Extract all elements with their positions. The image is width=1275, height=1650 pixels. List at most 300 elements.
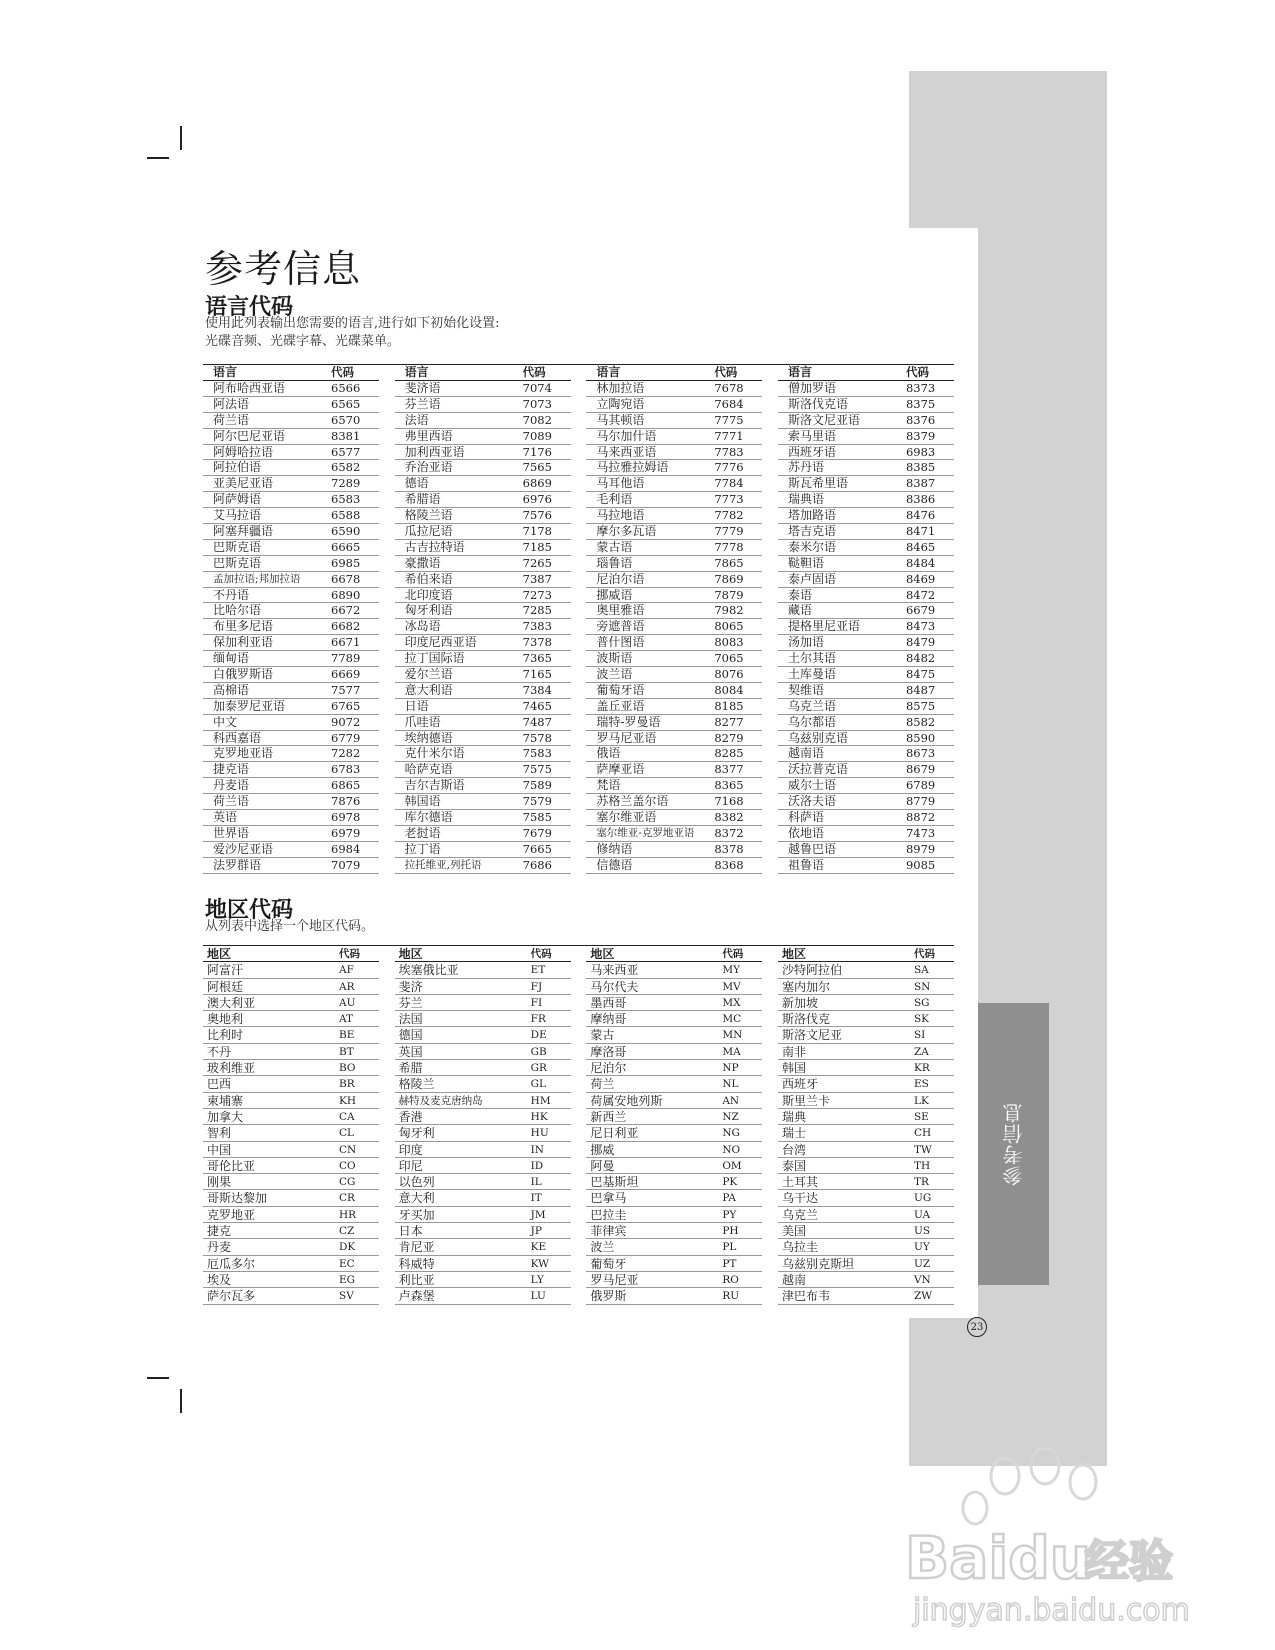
region-row — [203, 962, 379, 978]
language-code: 8487 — [905, 682, 936, 697]
language-name: 克罗地亚语 — [213, 746, 274, 761]
language-code: 7876 — [331, 794, 361, 809]
region-row — [395, 1093, 571, 1109]
column-header-code: 代码 — [339, 948, 360, 960]
region-column — [586, 946, 762, 1305]
language-name: 蒙古语 — [596, 539, 633, 554]
language-name: 丹麦语 — [213, 778, 250, 793]
language-code: 6779 — [331, 730, 361, 745]
table-header-row — [778, 946, 954, 962]
language-name: 科西嘉语 — [213, 730, 262, 745]
language-row — [778, 540, 954, 556]
region-code: SN — [913, 980, 931, 993]
region-code: CN — [339, 1143, 357, 1156]
language-row — [586, 842, 762, 858]
language-code: 7686 — [522, 857, 552, 872]
language-name: 波斯语 — [596, 651, 633, 666]
language-code: 6588 — [331, 508, 361, 523]
language-name: 孟加拉语;邦加拉语 — [213, 572, 301, 585]
language-name: 英语 — [213, 810, 238, 825]
region-name: 以色列 — [398, 1175, 435, 1190]
language-code: 6682 — [331, 619, 361, 634]
table-header-row — [203, 365, 379, 381]
column-header-code: 代码 — [913, 948, 935, 960]
language-row — [586, 699, 762, 715]
language-name: 沃洛夫语 — [787, 794, 836, 809]
language-code: 8368 — [714, 857, 744, 872]
region-code: MA — [722, 1045, 741, 1058]
language-code: 8279 — [714, 730, 744, 745]
language-row — [586, 572, 762, 588]
language-code: 6570 — [331, 412, 361, 427]
column-header-code: 代码 — [722, 948, 744, 960]
region-name: 斐济 — [398, 979, 423, 994]
language-name: 世界语 — [213, 825, 250, 840]
language-code: 8590 — [905, 730, 936, 745]
region-code: CL — [339, 1127, 355, 1140]
language-row — [203, 715, 379, 731]
column-header-code: 代码 — [905, 365, 929, 379]
region-name: 柬埔寨 — [207, 1093, 244, 1108]
region-code: OM — [722, 1159, 742, 1172]
language-code: 6671 — [331, 635, 361, 650]
language-code: 7282 — [331, 746, 361, 761]
language-column — [586, 365, 762, 874]
language-name: 加泰罗尼亚语 — [213, 698, 286, 713]
language-name: 加利西亚语 — [404, 444, 465, 459]
region-code: NL — [722, 1078, 739, 1091]
language-row — [586, 826, 762, 842]
language-code: 6577 — [331, 444, 361, 459]
language-name: 格陵兰语 — [404, 508, 453, 523]
language-name: 契维语 — [787, 682, 824, 697]
region-name: 印度 — [398, 1142, 423, 1157]
region-code: ZW — [913, 1290, 933, 1303]
region-name: 赫特及麦克唐纳岛 — [398, 1094, 483, 1107]
language-code: 8386 — [905, 492, 936, 507]
region-name: 沙特阿拉伯 — [781, 963, 842, 978]
language-code-table — [203, 364, 954, 874]
region-row — [395, 1142, 571, 1158]
language-name: 拉丁语 — [404, 841, 441, 856]
language-row — [203, 381, 379, 397]
language-name: 塞尔维亚语 — [596, 810, 657, 825]
region-code: BT — [339, 1045, 354, 1058]
region-row — [203, 1027, 379, 1043]
language-code: 7869 — [714, 571, 744, 586]
crop-mark — [147, 1377, 169, 1379]
language-code: 7176 — [522, 444, 552, 459]
language-code: 6976 — [522, 492, 552, 507]
column-header-name: 语言 — [213, 365, 238, 379]
region-name: 巴西 — [207, 1077, 232, 1092]
region-name: 埃及 — [207, 1272, 232, 1287]
region-row — [586, 1044, 762, 1060]
language-name: 弗里西语 — [404, 428, 453, 443]
language-code: 7079 — [331, 857, 361, 872]
region-row — [395, 1207, 571, 1223]
region-name: 泰国 — [781, 1158, 806, 1173]
language-name: 旁遮普语 — [596, 619, 645, 634]
region-code: MV — [722, 980, 741, 993]
language-row — [778, 429, 954, 445]
region-code: AU — [339, 996, 356, 1009]
language-code: 8382 — [714, 810, 744, 825]
language-row — [778, 635, 954, 651]
language-name: 乌兹别克语 — [787, 730, 848, 745]
region-code: NZ — [722, 1110, 739, 1123]
region-code-table — [203, 945, 954, 1305]
region-name: 香港 — [398, 1109, 423, 1124]
language-row — [586, 762, 762, 778]
language-row — [778, 651, 954, 667]
language-name: 保加利亚语 — [213, 635, 274, 650]
region-row — [395, 1158, 571, 1174]
language-name: 塔吉克语 — [787, 524, 836, 539]
language-row — [586, 476, 762, 492]
language-code: 7773 — [714, 492, 744, 507]
language-code: 8381 — [331, 428, 361, 443]
language-code: 8377 — [714, 762, 744, 777]
language-code: 8979 — [905, 841, 936, 856]
region-code: TR — [913, 1176, 929, 1189]
region-code: ES — [913, 1078, 929, 1091]
language-column — [395, 365, 571, 874]
language-name: 芬兰语 — [404, 396, 441, 411]
language-code: 8469 — [905, 571, 936, 586]
language-code: 8465 — [905, 539, 936, 554]
language-name: 法语 — [404, 412, 429, 427]
language-row — [395, 762, 571, 778]
region-name: 澳大利亚 — [207, 995, 256, 1010]
region-row — [395, 1272, 571, 1288]
region-row — [586, 1125, 762, 1141]
language-row — [778, 508, 954, 524]
language-row — [395, 476, 571, 492]
language-code: 7879 — [714, 587, 744, 602]
column-header-code: 代码 — [530, 948, 552, 960]
region-name: 斯里兰卡 — [781, 1093, 830, 1108]
region-code: LY — [530, 1273, 544, 1286]
language-code: 7665 — [522, 841, 552, 856]
language-row — [778, 699, 954, 715]
language-code: 7779 — [714, 524, 744, 539]
region-name: 波兰 — [590, 1240, 615, 1255]
language-code: 6789 — [905, 778, 936, 793]
region-row — [203, 1060, 379, 1076]
language-name: 古吉拉特语 — [404, 539, 465, 554]
language-name: 拉托维亚,列托语 — [404, 858, 482, 871]
language-row — [586, 619, 762, 635]
language-row — [203, 619, 379, 635]
crop-mark — [180, 1389, 182, 1413]
language-row — [203, 762, 379, 778]
language-code: 7178 — [522, 524, 552, 539]
language-name: 瓜拉尼语 — [404, 524, 453, 539]
language-code: 7583 — [522, 746, 552, 761]
language-code: 7589 — [522, 778, 552, 793]
language-heading: 语言代码 — [205, 294, 294, 320]
language-code: 8379 — [905, 428, 936, 443]
language-name: 爱尔兰语 — [404, 667, 453, 682]
language-code: 6679 — [905, 603, 936, 618]
language-code: 6672 — [331, 603, 361, 618]
language-row — [778, 683, 954, 699]
region-code: US — [913, 1225, 931, 1238]
language-name: 沃拉普克语 — [787, 762, 848, 777]
region-name: 厄瓜多尔 — [207, 1256, 256, 1271]
region-code: NO — [722, 1143, 741, 1156]
region-row — [586, 1256, 762, 1272]
language-name: 祖鲁语 — [787, 857, 824, 872]
language-row — [203, 588, 379, 604]
region-row — [586, 1093, 762, 1109]
region-row — [778, 1011, 954, 1027]
region-code: UY — [913, 1241, 930, 1254]
language-row — [778, 746, 954, 762]
language-code: 8285 — [714, 746, 744, 761]
language-row — [586, 635, 762, 651]
language-name: 日语 — [404, 698, 429, 713]
language-code: 7089 — [522, 428, 552, 443]
region-name: 奥地利 — [207, 1012, 244, 1027]
language-name: 马拉地语 — [596, 508, 645, 523]
region-row — [395, 1060, 571, 1076]
language-name: 捷克语 — [213, 762, 250, 777]
region-row — [395, 1027, 571, 1043]
language-name: 乌克兰语 — [787, 698, 836, 713]
region-row — [778, 1190, 954, 1206]
language-name: 马来西亚语 — [596, 444, 657, 459]
region-row — [778, 1076, 954, 1092]
language-row — [778, 731, 954, 747]
region-code: IT — [530, 1192, 542, 1205]
region-row — [203, 1174, 379, 1190]
language-row — [203, 397, 379, 413]
language-row — [395, 715, 571, 731]
region-row — [203, 979, 379, 995]
language-name: 意大利语 — [404, 682, 453, 697]
region-name: 日本 — [398, 1224, 423, 1239]
language-row — [778, 397, 954, 413]
language-code: 7585 — [522, 810, 552, 825]
language-row — [395, 699, 571, 715]
language-row — [395, 381, 571, 397]
language-name: 马拉雅拉姆语 — [596, 460, 669, 475]
region-code: SI — [913, 1029, 926, 1042]
language-row — [395, 588, 571, 604]
language-row — [203, 508, 379, 524]
column-header-name: 语言 — [404, 365, 429, 379]
language-code: 7575 — [522, 762, 552, 777]
language-row — [395, 778, 571, 794]
region-row — [203, 1109, 379, 1125]
region-row — [778, 979, 954, 995]
language-row — [203, 445, 379, 461]
language-name: 汤加语 — [787, 635, 824, 650]
language-name: 林加拉语 — [596, 381, 645, 395]
region-code: NP — [722, 1062, 739, 1075]
language-name: 巴斯克语 — [213, 539, 262, 554]
region-code: HM — [530, 1094, 551, 1107]
region-name: 新加坡 — [781, 995, 818, 1010]
language-name: 阿塞拜疆语 — [213, 524, 274, 539]
region-row — [586, 1060, 762, 1076]
language-code: 6984 — [331, 841, 361, 856]
region-code: IN — [530, 1143, 544, 1156]
language-name: 阿尔巴尼亚语 — [213, 428, 286, 443]
language-row — [586, 445, 762, 461]
region-code: CR — [339, 1192, 355, 1205]
language-code: 8673 — [905, 746, 936, 761]
language-name: 吉尔吉斯语 — [404, 778, 465, 793]
region-row — [778, 1158, 954, 1174]
language-code: 7473 — [905, 825, 936, 840]
language-name: 葡萄牙语 — [596, 682, 645, 697]
region-code: VN — [913, 1273, 931, 1286]
language-row — [586, 556, 762, 572]
language-row — [778, 667, 954, 683]
language-row — [203, 540, 379, 556]
region-row — [395, 1125, 571, 1141]
language-name: 亚美尼亚语 — [213, 476, 274, 491]
language-name: 荷兰语 — [213, 794, 250, 809]
region-code: SA — [913, 964, 929, 977]
language-name: 马尔加什语 — [596, 428, 657, 443]
region-code: RU — [722, 1290, 740, 1303]
language-code: 7289 — [331, 476, 361, 491]
language-row — [778, 445, 954, 461]
region-code: SE — [913, 1110, 929, 1123]
language-row — [203, 746, 379, 762]
region-code: BE — [339, 1029, 355, 1042]
language-code: 7577 — [331, 682, 361, 697]
language-row — [586, 683, 762, 699]
language-code: 8387 — [905, 476, 936, 491]
page-number: 23 — [967, 1317, 987, 1337]
region-row — [586, 1027, 762, 1043]
language-row — [203, 635, 379, 651]
language-name: 威尔士语 — [787, 778, 836, 793]
column-header-code: 代码 — [714, 365, 738, 379]
region-row — [778, 1174, 954, 1190]
language-row — [395, 667, 571, 683]
language-name: 西班牙语 — [787, 444, 836, 459]
language-code: 8372 — [714, 825, 744, 840]
language-code: 6979 — [331, 825, 361, 840]
language-row — [778, 492, 954, 508]
region-name: 瑞士 — [781, 1126, 806, 1141]
language-row — [586, 413, 762, 429]
language-code: 8482 — [905, 651, 936, 666]
language-name: 匈牙利语 — [404, 603, 453, 618]
region-code: CG — [339, 1176, 356, 1189]
language-name: 越南语 — [787, 746, 824, 761]
region-code: CA — [339, 1110, 355, 1123]
language-row — [203, 794, 379, 810]
region-name: 玻利维亚 — [207, 1061, 256, 1076]
language-code: 6983 — [905, 444, 936, 459]
language-code: 7684 — [714, 396, 744, 411]
region-column — [395, 946, 571, 1305]
language-name: 挪威语 — [596, 587, 633, 602]
region-code: CZ — [339, 1225, 355, 1238]
region-name: 荷属安地列斯 — [590, 1093, 663, 1108]
language-row — [778, 381, 954, 397]
language-row — [778, 460, 954, 476]
language-name: 鞑靼语 — [787, 555, 824, 570]
region-name: 葡萄牙 — [590, 1256, 627, 1271]
region-name: 土耳其 — [781, 1175, 818, 1190]
region-name: 摩纳哥 — [590, 1012, 627, 1027]
region-name: 俄罗斯 — [590, 1289, 627, 1304]
language-code: 7185 — [522, 539, 552, 554]
region-code: FI — [530, 996, 543, 1009]
language-row — [586, 460, 762, 476]
column-header-name: 语言 — [596, 365, 621, 379]
language-name: 法罗群语 — [213, 857, 262, 872]
side-tab-label: 参考信息 — [1002, 1102, 1026, 1186]
language-name: 信德语 — [596, 857, 633, 872]
language-name: 老挝语 — [404, 825, 441, 840]
region-code: UG — [913, 1192, 932, 1205]
language-name: 希腊语 — [404, 492, 441, 507]
language-code: 6890 — [331, 587, 361, 602]
language-name: 斯瓦希里语 — [787, 476, 848, 491]
region-row — [586, 1272, 762, 1288]
region-code: FR — [530, 1013, 546, 1026]
language-row — [395, 413, 571, 429]
language-name: 泰语 — [787, 587, 812, 602]
region-row — [778, 1125, 954, 1141]
region-row — [203, 1288, 379, 1304]
region-name: 印尼 — [398, 1158, 423, 1173]
region-code: GL — [530, 1078, 547, 1091]
language-row — [203, 683, 379, 699]
region-code: EC — [339, 1257, 355, 1270]
language-row — [203, 826, 379, 842]
language-name: 泰卢固语 — [787, 571, 836, 586]
language-row — [395, 556, 571, 572]
watermark-brand: Baidu — [905, 1524, 1092, 1592]
language-name: 巴斯克语 — [213, 555, 262, 570]
language-name: 苏丹语 — [787, 460, 824, 475]
region-name: 卢森堡 — [398, 1289, 435, 1304]
language-name: 塔加路语 — [787, 508, 836, 523]
language-row — [395, 651, 571, 667]
language-code: 6565 — [331, 396, 361, 411]
language-code: 8376 — [905, 412, 936, 427]
language-name: 盖丘亚语 — [596, 698, 645, 713]
language-code: 8065 — [714, 619, 744, 634]
region-name: 斯洛伐克 — [781, 1012, 830, 1027]
region-name: 阿根廷 — [207, 979, 244, 994]
region-row — [203, 1272, 379, 1288]
column-header-name: 地区 — [590, 947, 615, 961]
region-row — [395, 1256, 571, 1272]
region-row — [586, 1011, 762, 1027]
language-row — [586, 810, 762, 826]
language-row — [203, 556, 379, 572]
region-code: HU — [530, 1127, 549, 1140]
column-header-code: 代码 — [522, 365, 546, 379]
page-title: 参考信息 — [205, 247, 362, 291]
language-code: 8473 — [905, 619, 936, 634]
language-name: 冰岛语 — [404, 619, 441, 634]
language-name: 依地语 — [787, 825, 824, 840]
language-row — [586, 651, 762, 667]
region-name: 中国 — [207, 1142, 232, 1157]
